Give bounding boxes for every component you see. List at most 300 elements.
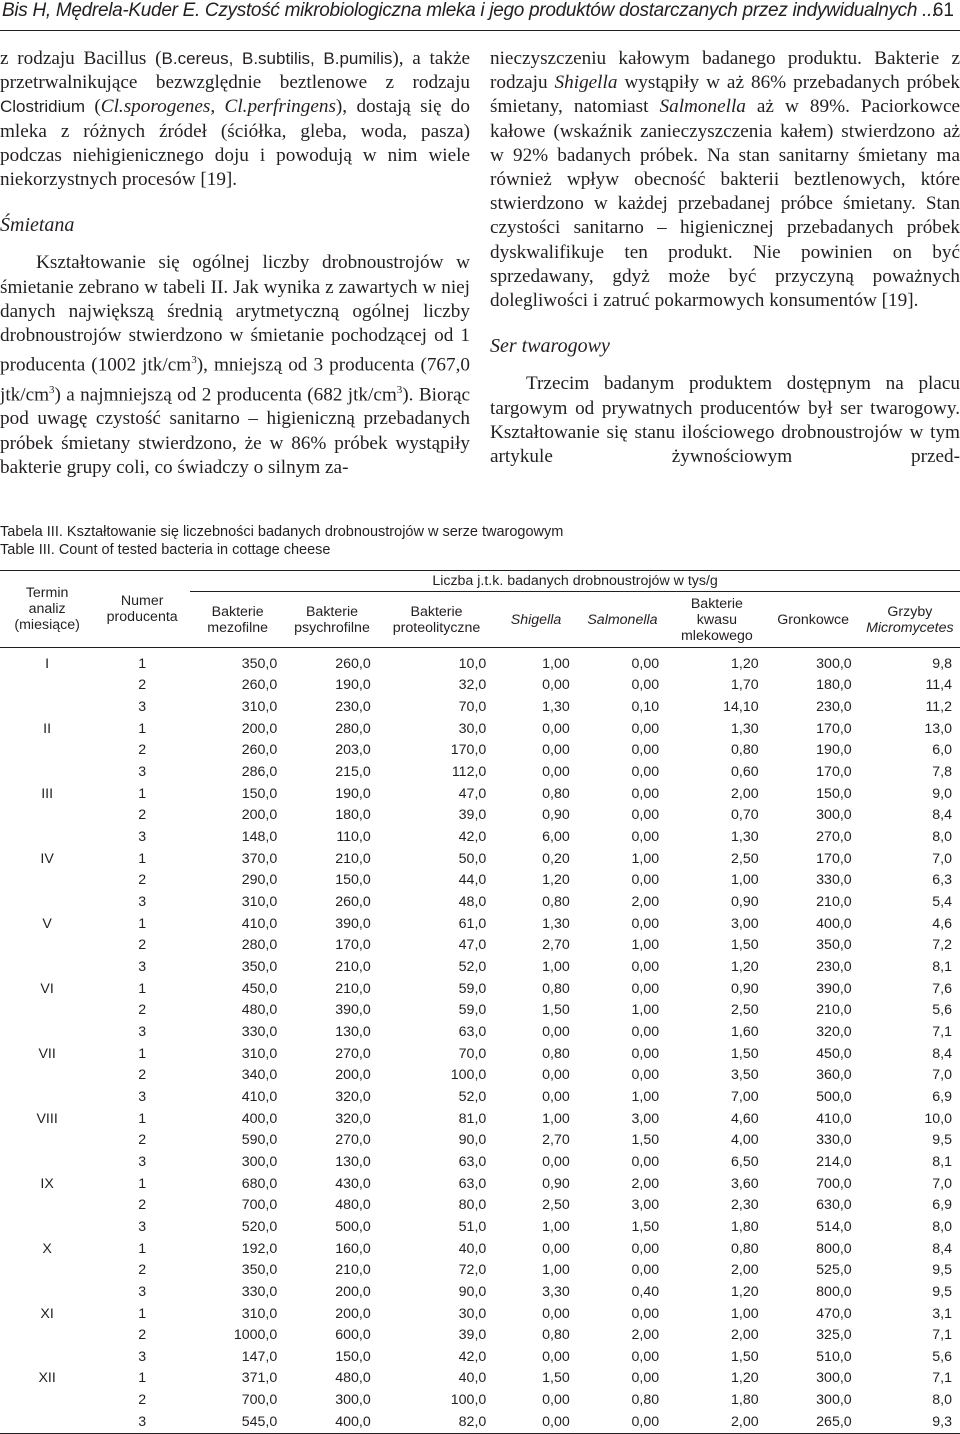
cell-mesophilic: 147,0 (241, 1348, 278, 1365)
cell-fungi: 11,4 (925, 677, 952, 694)
cell-fungi: 5,6 (932, 1002, 952, 1019)
cell-mesophilic: 350,0 (241, 959, 278, 976)
cell-lactic: 3,50 (730, 1067, 759, 1084)
cell-term (0, 1064, 94, 1086)
cell-psychrophilic: 150,0 (335, 1348, 371, 1365)
cell-term (0, 935, 94, 957)
cell-term (0, 1389, 94, 1411)
cell-term: IX (40, 1175, 54, 1192)
cell-producer: 3 (138, 959, 147, 976)
cell-lactic: 1,20 (730, 1370, 759, 1387)
cell-salmonella: 0,00 (631, 915, 660, 932)
cell-producer: 1 (138, 655, 147, 672)
cell-salmonella: 0,00 (631, 807, 660, 824)
cell-producer: 3 (138, 829, 147, 846)
cell-shigella: 0,00 (542, 1023, 570, 1040)
table-row (0, 1346, 960, 1368)
header-shigella: Shigella (494, 592, 577, 648)
cell-staphylococci: 470,0 (816, 1305, 852, 1322)
cell-salmonella: 1,00 (631, 1088, 660, 1105)
cell-lactic: 0,60 (730, 764, 759, 781)
cell-proteolytic: 30,0 (458, 720, 487, 737)
section-heading-ser: Ser twarogowy (490, 335, 610, 358)
cell-term: XI (40, 1305, 54, 1322)
cell-mesophilic: 700,0 (241, 1197, 278, 1214)
cell-term (0, 1324, 94, 1346)
cell-lactic: 4,60 (730, 1110, 759, 1127)
cell-lactic: 1,20 (730, 1283, 759, 1300)
cell-proteolytic: 170,0 (450, 742, 487, 759)
cell-producer: 1 (138, 785, 147, 802)
cell-mesophilic: 700,0 (241, 1392, 278, 1409)
cell-mesophilic: 310,0 (241, 699, 278, 716)
cell-term (0, 891, 94, 913)
cell-shigella: 0,00 (542, 1067, 570, 1084)
cell-fungi: 8,0 (932, 1218, 952, 1235)
cell-producer: 2 (138, 1067, 147, 1084)
cell-fungi: 8,1 (932, 1153, 952, 1170)
cell-salmonella: 2,00 (631, 1327, 660, 1344)
cell-shigella: 2,70 (542, 937, 570, 954)
cell-staphylococci: 410,0 (816, 1110, 852, 1127)
cell-lactic: 1,80 (730, 1218, 759, 1235)
left-column (0, 47, 470, 480)
cell-lactic: 2,30 (730, 1197, 759, 1214)
cell-term (0, 740, 94, 762)
cell-staphylococci: 630,0 (816, 1197, 852, 1214)
cell-lactic: 7,00 (730, 1088, 759, 1105)
cell-proteolytic: 90,0 (458, 1132, 487, 1149)
cell-shigella: 1,50 (542, 1370, 570, 1387)
cell-staphylococci: 214,0 (816, 1153, 852, 1170)
cell-proteolytic: 82,0 (379, 1411, 495, 1433)
cell-shigella: 1,30 (542, 699, 570, 716)
cell-lactic: 1,00 (730, 1305, 759, 1322)
cell-term: VIII (36, 1110, 58, 1127)
cell-proteolytic: 63,0 (458, 1153, 487, 1170)
cell-psychrophilic: 130,0 (335, 1023, 371, 1040)
cell-fungi: 7,8 (932, 764, 952, 781)
paragraph-contamination: nieczyszczeniu kałowym badanego produktu. Bakterie z rodzaju Shigella wystąpiły w aż 86% przebadanych próbek śmietany, natomiast Salmonella aż w 89%. Paciorkowce kałowe (wskaźnik zanieczyszczenia kałem) stwierdzono aż w 92% badanych próbek. Na stan sanitarny śmietany ma również wpływ obecność bakterii beztlenowych, które stwierdzono w każdej przebadanej próbce śmietany. Stan czystości sanitarno – higienicznej przebadanych próbek dyskwalifikuje ten produkt. Nie powinien on być sprzedawany, gdyż może być przyczyną poważnych dolegliwości i zatruć pokarmowych konsumentów [19]. (490, 48, 960, 312)
cell-term: XII (38, 1370, 56, 1387)
cell-proteolytic: 63,0 (458, 1023, 487, 1040)
cell-shigella: 0,80 (542, 1327, 570, 1344)
cell-psychrophilic: 180,0 (335, 807, 371, 824)
cell-mesophilic: 410,0 (241, 915, 278, 932)
cell-fungi: 8,4 (932, 807, 952, 824)
cell-proteolytic: 63,0 (458, 1175, 487, 1192)
cell-salmonella: 3,00 (631, 1110, 660, 1127)
cell-staphylococci: 450,0 (816, 1045, 852, 1062)
cell-proteolytic: 59,0 (458, 980, 487, 997)
cell-psychrophilic: 400,0 (285, 1411, 379, 1433)
cell-lactic: 3,00 (730, 915, 759, 932)
header-salmonella: Salmonella (578, 592, 667, 648)
cell-psychrophilic: 300,0 (335, 1392, 371, 1409)
cell-producer: 1 (138, 850, 147, 867)
cell-psychrophilic: 320,0 (335, 1088, 371, 1105)
cell-term (0, 1086, 94, 1108)
cell-fungi: 7,0 (932, 1175, 952, 1192)
table-row (0, 1411, 960, 1433)
cell-staphylococci: 300,0 (816, 1392, 852, 1409)
cell-producer: 2 (138, 807, 147, 824)
cell-psychrophilic: 390,0 (335, 1002, 371, 1019)
cell-lactic: 2,50 (730, 850, 759, 867)
cell-salmonella: 0,00 (631, 1240, 660, 1257)
cell-fungi: 9,8 (932, 655, 952, 672)
cell-producer: 3 (138, 699, 147, 716)
cell-fungi: 9,5 (932, 1262, 952, 1279)
table-row (0, 1389, 960, 1411)
cell-producer: 2 (138, 1002, 147, 1019)
header-term: Termin analiz (miesiące) (0, 571, 94, 648)
cell-shigella: 0,80 (542, 1045, 570, 1062)
cell-fungi: 13,0 (924, 720, 952, 737)
cell-psychrophilic: 270,0 (335, 1132, 371, 1149)
cell-psychrophilic: 280,0 (335, 720, 371, 737)
caption-polish: Tabela III. Kształtowanie się liczebności badanych drobnoustrojów w serze twarogowym (0, 524, 564, 540)
cell-salmonella: 0,00 (631, 1370, 660, 1387)
cell-shigella: 0,00 (542, 764, 570, 781)
table-row (0, 848, 960, 870)
cell-proteolytic: 61,0 (458, 915, 487, 932)
cell-psychrophilic: 210,0 (335, 959, 371, 976)
cell-term: II (43, 720, 52, 737)
cell-producer: 2 (138, 937, 147, 954)
table-row (0, 783, 960, 805)
cell-fungi: 9,5 (932, 1132, 952, 1149)
cell-fungi: 9,0 (932, 785, 952, 802)
cell-term (0, 1194, 94, 1216)
header-rule (0, 30, 960, 31)
cell-proteolytic: 32,0 (458, 677, 487, 694)
cell-fungi: 8,4 (932, 1045, 952, 1062)
cell-proteolytic: 81,0 (458, 1110, 487, 1127)
cell-psychrophilic: 390,0 (335, 915, 371, 932)
cell-producer: 3 (138, 1218, 147, 1235)
cell-term (0, 675, 94, 697)
cell-producer: 1 (138, 1240, 147, 1257)
cell-proteolytic: 70,0 (458, 1045, 487, 1062)
cell-staphylococci: 180,0 (816, 677, 852, 694)
cell-shigella: 1,00 (542, 1110, 570, 1127)
cell-lactic: 2,00 (730, 1262, 759, 1279)
cell-mesophilic: 371,0 (241, 1370, 278, 1387)
cell-shigella: 0,00 (542, 1348, 570, 1365)
paragraph-smietana: Kształtowanie się ogólnej liczby drobnoustrojów w śmietanie zebrano w tabeli II. Jak wynika z zawartych w niej danych największą średnią arytmetyczną ogólnej liczby drobnoustrojów stwierdzono w śmietanie pochodzącej od 1 producenta (1002 jtk/$cm^3$), mniejszą od 3 producenta (767,0 jtk/$cm^3$) a najmniejszą od 2 producenta (682 jtk/$cm^3$). Biorąc pod uwagę czystość sanitarno – higieniczną przebadanych próbek śmietany stwierdzono, że w 86% próbek wystąpiły bakterie grupy coli, co świadczy o silnym za- (0, 252, 471, 478)
paragraph-bacillus: z rodzaju Bacillus (B.cereus, B.subtilis, B.pumilis), a także przetrwalnikujące bezwzględnie beztlenowe z rodzaju Clostridium (Cl.sporogenes, Cl.perfringens), dostają się do mleka z różnych źródeł (ściółka, gleba, woda, pasza) podczas niehigienicznego doju i powodują w nim wiele niekorzystnych procesów [19]. (0, 48, 470, 191)
cell-psychrophilic: 190,0 (335, 677, 371, 694)
cell-lactic: 1,30 (730, 720, 759, 737)
cell-staphylococci: 170,0 (816, 764, 852, 781)
cell-proteolytic: 70,0 (458, 699, 487, 716)
cell-producer: 2 (138, 1197, 147, 1214)
table-row (0, 805, 960, 827)
cell-producer: 1 (138, 1175, 147, 1192)
cell-psychrophilic: 480,0 (335, 1370, 371, 1387)
cell-mesophilic: 480,0 (241, 1002, 278, 1019)
cell-term (0, 1259, 94, 1281)
cell-producer: 3 (138, 1348, 147, 1365)
cell-staphylococci: 330,0 (816, 872, 852, 889)
cell-lactic: 2,50 (730, 1002, 759, 1019)
cell-proteolytic: 72,0 (458, 1262, 487, 1279)
cell-fungi: 5,4 (932, 894, 952, 911)
cell-mesophilic: 520,0 (241, 1218, 278, 1235)
cell-salmonella: 2,00 (631, 894, 660, 911)
cell-mesophilic: 290,0 (241, 872, 278, 889)
header-title: Bis H, Mędrela-Kuder E. Czystość mikrobiologiczna mleka i jego produktów dostarczanych przez indywidualnych ... (2, 0, 938, 21)
cell-salmonella: 0,00 (631, 742, 660, 759)
cell-mesophilic: 310,0 (241, 1305, 278, 1322)
table-row (0, 1194, 960, 1216)
cell-shigella: 6,00 (542, 829, 570, 846)
cell-staphylococci: 230,0 (816, 959, 852, 976)
cell-lactic: 1,50 (730, 1348, 759, 1365)
cell-lactic: 1,60 (730, 1023, 759, 1040)
cell-salmonella: 0,40 (631, 1283, 660, 1300)
cell-psychrophilic: 210,0 (335, 850, 371, 867)
cell-producer: 3 (138, 1283, 147, 1300)
cell-producer: 3 (138, 1023, 147, 1040)
cell-psychrophilic: 210,0 (335, 1262, 371, 1279)
cell-shigella: 0,00 (542, 742, 570, 759)
cell-fungi: 6,3 (932, 872, 952, 889)
cell-fungi: 8,0 (932, 829, 952, 846)
cell-proteolytic: 51,0 (458, 1218, 487, 1235)
cell-mesophilic: 350,0 (241, 655, 278, 672)
cell-lactic: 1,30 (730, 829, 759, 846)
header-lactic: Bakterie kwasu mlekowego (667, 592, 766, 648)
cell-staphylococci: 525,0 (816, 1262, 852, 1279)
cell-term (0, 870, 94, 892)
cell-term: VI (40, 980, 54, 997)
caption-english: Table III. Count of tested bacteria in cottage cheese (0, 542, 331, 558)
table-row (0, 1324, 960, 1346)
cell-shigella: 1,20 (542, 872, 570, 889)
cell-psychrophilic: 500,0 (335, 1218, 371, 1235)
cell-producer: 2 (138, 1327, 147, 1344)
cell-term (0, 805, 94, 827)
cell-staphylococci: 300,0 (816, 655, 852, 672)
cell-mesophilic: 192,0 (241, 1240, 278, 1257)
cell-staphylococci: 210,0 (816, 894, 852, 911)
cell-lactic: 0,80 (730, 742, 759, 759)
table-row (0, 675, 960, 697)
cell-lactic: 0,90 (730, 980, 759, 997)
cell-lactic: 1,00 (730, 872, 759, 889)
cell-shigella: 0,00 (542, 677, 570, 694)
table-row (0, 1281, 960, 1303)
cell-shigella: 1,30 (542, 915, 570, 932)
cell-shigella: 0,80 (542, 894, 570, 911)
cell-lactic: 2,00 (667, 1411, 766, 1433)
cell-term (0, 1346, 94, 1368)
cell-lactic: 6,50 (730, 1153, 759, 1170)
cell-fungi: 8,4 (932, 1240, 952, 1257)
cell-psychrophilic: 320,0 (335, 1110, 371, 1127)
cell-salmonella: 0,00 (631, 872, 660, 889)
cell-mesophilic: 450,0 (241, 980, 278, 997)
cell-salmonella: 1,00 (631, 1002, 660, 1019)
cell-mesophilic: 330,0 (241, 1283, 278, 1300)
cell-fungi: 6,0 (932, 742, 952, 759)
table-row (0, 1151, 960, 1173)
section-heading-smietana: Śmietana (0, 214, 75, 237)
cell-producer: 1 (138, 1370, 147, 1387)
data-table (0, 570, 960, 1434)
cell-lactic: 1,50 (730, 1045, 759, 1062)
cell-staphylococci: 514,0 (816, 1218, 852, 1235)
cell-lactic: 1,20 (730, 959, 759, 976)
cell-fungi: 7,1 (932, 1370, 952, 1387)
cell-shigella: 0,20 (542, 850, 570, 867)
cell-term (0, 696, 94, 718)
header-mesophilic: Bakterie mezofilne (190, 592, 285, 648)
cell-staphylococci: 700,0 (816, 1175, 852, 1192)
cell-fungi: 6,9 (932, 1088, 952, 1105)
paragraph-ser: Trzecim badanym produktem dostępnym na placu targowym od prywatnych producentów był ser twarogowy. Kształtowanie się stanu ilościowego drobnoustrojów w tym artykule żywnościowym przed- (490, 373, 960, 468)
cell-salmonella: 0,00 (631, 1305, 660, 1322)
cell-shigella: 3,30 (542, 1283, 570, 1300)
cell-lactic: 1,70 (730, 677, 759, 694)
header-fungi: Grzyby Micromycetes (860, 592, 960, 648)
cell-salmonella: 2,00 (631, 1175, 660, 1192)
page-number: 61 (932, 0, 954, 21)
cell-term (0, 1021, 94, 1043)
header-proteolytic: Bakterie proteolityczne (379, 592, 495, 648)
cell-mesophilic: 310,0 (241, 894, 278, 911)
table-row (0, 978, 960, 1000)
cell-mesophilic: 300,0 (241, 1153, 278, 1170)
cell-producer: 3 (138, 1153, 147, 1170)
cell-staphylococci: 360,0 (816, 1067, 852, 1084)
table-body (0, 648, 960, 1434)
cell-staphylococci: 170,0 (816, 720, 852, 737)
cell-psychrophilic: 203,0 (335, 742, 371, 759)
table-row (0, 1064, 960, 1086)
table-row (0, 1368, 960, 1390)
cell-lactic: 2,00 (730, 1327, 759, 1344)
cell-fungi: 7,6 (932, 980, 952, 997)
cell-term (0, 1216, 94, 1238)
cell-proteolytic: 47,0 (458, 785, 487, 802)
cell-salmonella: 0,00 (631, 1067, 660, 1084)
cell-producer: 1 (138, 1110, 147, 1127)
cell-salmonella: 0,00 (578, 1411, 667, 1433)
cell-mesophilic: 310,0 (241, 1045, 278, 1062)
cell-psychrophilic: 230,0 (335, 699, 371, 716)
cell-proteolytic: 39,0 (458, 807, 487, 824)
cell-term (0, 1000, 94, 1022)
cell-fungi: 9,5 (932, 1283, 952, 1300)
cell-psychrophilic: 200,0 (335, 1067, 371, 1084)
cell-producer: 3 (138, 764, 147, 781)
header-producer: Numer producenta (94, 571, 190, 648)
cell-staphylococci: 400,0 (816, 915, 852, 932)
cell-mesophilic: 330,0 (241, 1023, 278, 1040)
cell-lactic: 3,60 (730, 1175, 759, 1192)
cell-salmonella: 0,00 (631, 1153, 660, 1170)
table-row (0, 1238, 960, 1260)
cell-salmonella: 0,00 (631, 1262, 660, 1279)
cell-salmonella: 0,00 (631, 785, 660, 802)
cell-producer: 1 (138, 1305, 147, 1322)
cell-term: X (42, 1240, 52, 1257)
cell-fungi: 7,0 (932, 1067, 952, 1084)
cell-proteolytic: 112,0 (451, 764, 487, 781)
cell-psychrophilic: 215,0 (335, 764, 371, 781)
cell-psychrophilic: 110,0 (336, 829, 371, 846)
cell-fungi: 5,6 (932, 1348, 952, 1365)
cell-staphylococci: 500,0 (816, 1088, 852, 1105)
cell-psychrophilic: 190,0 (335, 785, 371, 802)
cell-shigella: 2,50 (542, 1197, 570, 1214)
cell-salmonella: 0,80 (631, 1392, 660, 1409)
cell-proteolytic: 40,0 (458, 1240, 487, 1257)
table-row (0, 761, 960, 783)
cell-fungi: 7,1 (932, 1327, 952, 1344)
header-psychrophilic: Bakterie psychrofilne (285, 592, 379, 648)
cell-mesophilic: 370,0 (241, 850, 278, 867)
cell-mesophilic: 200,0 (241, 720, 278, 737)
cell-shigella: 1,00 (542, 959, 570, 976)
cell-staphylococci: 350,0 (816, 937, 852, 954)
cell-shigella: 1,00 (542, 1262, 570, 1279)
cell-producer: 1 (138, 915, 147, 932)
cell-salmonella: 1,50 (631, 1218, 660, 1235)
cell-mesophilic: 680,0 (241, 1175, 278, 1192)
cell-staphylococci: 325,0 (816, 1327, 852, 1344)
cell-psychrophilic: 480,0 (335, 1197, 371, 1214)
cell-producer: 1 (138, 1045, 147, 1062)
cell-mesophilic: 148,0 (241, 829, 278, 846)
cell-producer: 2 (138, 872, 147, 889)
cell-salmonella: 0,00 (631, 764, 660, 781)
table-row (0, 1259, 960, 1281)
cell-psychrophilic: 170,0 (335, 937, 371, 954)
cell-salmonella: 0,00 (631, 720, 660, 737)
cell-proteolytic: 30,0 (458, 1305, 487, 1322)
cell-lactic: 14,10 (723, 699, 759, 716)
cell-lactic: 1,80 (730, 1392, 759, 1409)
cell-salmonella: 0,00 (631, 1348, 660, 1365)
cell-proteolytic: 48,0 (458, 894, 487, 911)
cell-term: VII (38, 1045, 56, 1062)
cell-salmonella: 0,10 (631, 699, 660, 716)
cell-salmonella: 0,00 (631, 829, 660, 846)
cell-shigella: 0,00 (542, 1240, 570, 1257)
cell-fungi: 7,1 (932, 1023, 952, 1040)
cell-psychrophilic: 270,0 (335, 1045, 371, 1062)
cell-proteolytic: 39,0 (458, 1327, 487, 1344)
cell-psychrophilic: 130,0 (335, 1153, 371, 1170)
cell-shigella: 2,70 (542, 1132, 570, 1149)
table-row (0, 826, 960, 848)
cell-lactic: 0,70 (730, 807, 759, 824)
table-row (0, 1043, 960, 1065)
cell-psychrophilic: 210,0 (335, 980, 371, 997)
cell-mesophilic: 410,0 (241, 1088, 278, 1105)
table-row (0, 1000, 960, 1022)
cell-shigella: 0,80 (542, 785, 570, 802)
cell-staphylococci: 150,0 (816, 785, 852, 802)
cell-shigella: 1,50 (542, 1002, 570, 1019)
right-column (490, 47, 960, 469)
cell-producer: 2 (138, 1392, 147, 1409)
cell-term (0, 1281, 94, 1303)
